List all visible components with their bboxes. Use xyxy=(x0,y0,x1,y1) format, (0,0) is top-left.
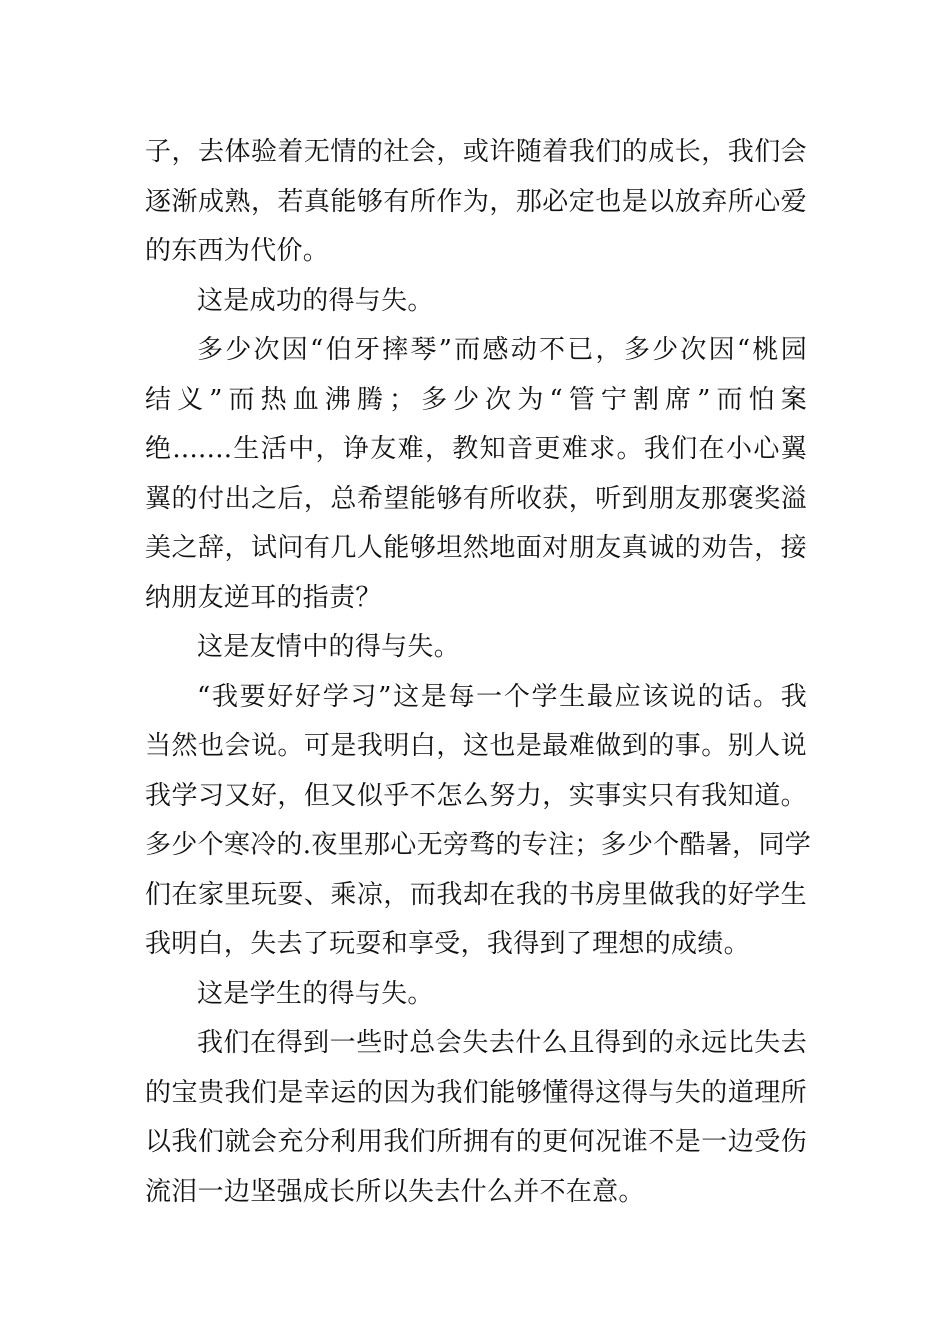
text-line: 们在家里玩耍、乘凉，而我却在我的书房里做我的好学生 xyxy=(145,879,807,910)
text-line: 逐渐成熟，若真能够有所作为，那必定也是以放弃所心爱 xyxy=(145,186,807,217)
text-line: 以我们就会充分利用我们所拥有的更何况谁不是一边受伤 xyxy=(145,1127,807,1157)
text-line: 绝.......生活中，诤友难，教知音更难求。我们在小心翼 xyxy=(145,434,807,464)
text-line: 子，去体验着无情的社会，或许随着我们的成长，我们会 xyxy=(145,137,807,167)
text-line: 多少个寒冷的.夜里那心无旁骛的专注；多少个酷暑，同学 xyxy=(145,830,812,860)
text-line: 我们在得到一些时总会失去什么且得到的永远比失去 xyxy=(197,1028,807,1058)
text-line: 这是学生的得与失。 xyxy=(197,978,434,1009)
text-line: 当然也会说。可是我明白，这也是最难做到的事。别人说 xyxy=(145,731,807,761)
text-line: 这是成功的得与失。 xyxy=(197,285,434,316)
text-line: 这是友情中的得与失。 xyxy=(197,632,461,662)
paragraph-5 xyxy=(145,673,812,970)
text-line: 结义”而热血沸腾；多少次为“管宁割席”而怕案 xyxy=(145,384,807,415)
paragraph-1 xyxy=(145,128,807,277)
text-line: 流泪一边坚强成长所以失去什么并不在意。 xyxy=(145,1176,645,1207)
text-line: 美之辞，试问有几人能够坦然地面对朋友真诚的劝告，接 xyxy=(145,533,807,563)
text-line: 的宝贵我们是幸运的因为我们能够懂得这得与失的道理所 xyxy=(145,1077,807,1108)
text-line: “我要好好学习”这是每一个学生最应该说的话。我 xyxy=(197,681,807,712)
paragraph-3 xyxy=(145,326,807,623)
text-line: 翼的付出之后，总希望能够有所收获，听到朋友那褒奖溢 xyxy=(145,483,807,514)
paragraph-4 xyxy=(145,623,807,673)
paragraph-2 xyxy=(145,277,807,327)
text-line: 我明白，失去了玩耍和享受，我得到了理想的成绩。 xyxy=(145,929,750,959)
text-line: 的东西为代价。 xyxy=(145,236,330,266)
text-line: 我学习又好，但又似乎不怎么努力，实事实只有我知道。 xyxy=(145,780,807,811)
text-line: 多少次因“伯牙摔琴”而感动不已，多少次因“桃园 xyxy=(197,335,807,365)
document-body xyxy=(145,128,812,1217)
paragraph-7 xyxy=(145,1019,807,1217)
text-line: 纳朋友逆耳的指责？ xyxy=(145,582,382,613)
paragraph-6 xyxy=(145,970,807,1020)
